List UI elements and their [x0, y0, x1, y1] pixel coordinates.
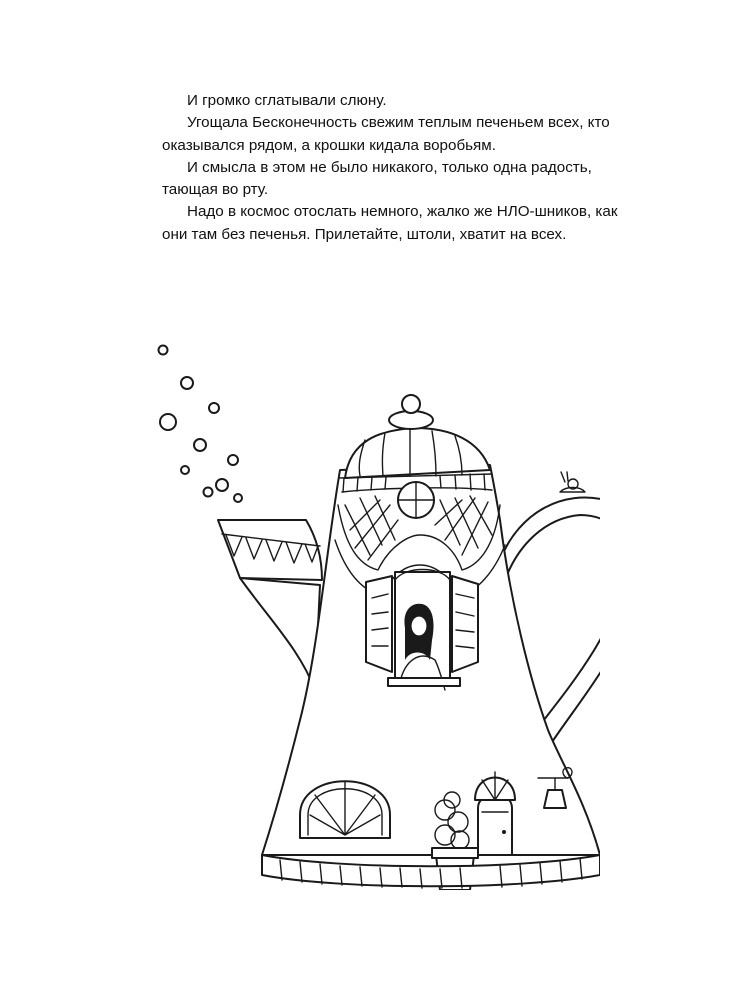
teapot-house-illustration — [140, 330, 600, 895]
teapot-base — [262, 855, 600, 886]
body-text — [162, 90, 642, 246]
paragraph: Угощала Бесконечность свежим теплым печеньем всех, кто оказывался рядом, а крошки кидала воробьям. — [162, 114, 610, 154]
paragraph: И смысла в этом не было никакого, только одна радость, тающая во рту. — [162, 158, 592, 199]
teapot-drawing — [140, 330, 600, 890]
paragraph: И громко сглатывали слюну. — [187, 92, 387, 109]
teapot-lid — [345, 428, 490, 478]
snail — [560, 472, 585, 492]
arched-window — [300, 781, 390, 838]
paragraph: Надо в космос отослать немного, жалко же НЛО-шников, как они там без печенья. Прилетайте, штоли, хватит на всех. — [162, 203, 618, 243]
steam-bubbles — [159, 346, 243, 503]
door — [475, 772, 515, 855]
